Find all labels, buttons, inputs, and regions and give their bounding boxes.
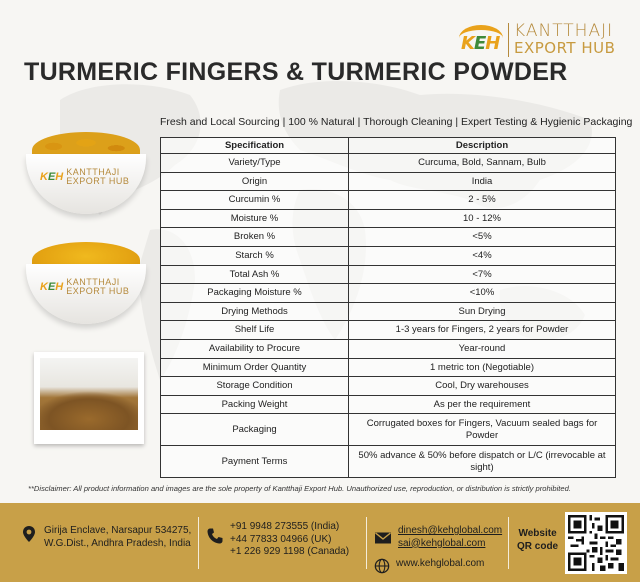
disclaimer-text: **Disclaimer: All product information and images are the sole property of Kantthaji Export Hub. Unauthorized use, reproduction, or distribution is strictly prohibited. (28, 484, 571, 493)
table-row (161, 446, 616, 478)
email-sai-link[interactable]: sai@kehglobal.com (398, 537, 486, 549)
address-line2: W.G.Dist., Andhra Pradesh, India (44, 537, 191, 549)
spec-cell: Minimum Order Quantity (161, 358, 349, 377)
table-row (161, 339, 616, 358)
phone-india[interactable]: +91 9948 273555 (India) (230, 521, 340, 532)
header-description: Description (349, 138, 616, 154)
bowl-brand: KEH KANTTHAJI EXPORT HUB (40, 167, 130, 187)
logo-divider (508, 23, 509, 57)
location-pin-icon (20, 525, 38, 543)
desc-cell: 10 - 12% (349, 209, 616, 228)
tagline: Fresh and Local Sourcing | 100 % Natural | Thorough Cleaning | Expert Testing & Hygienic Packaging (160, 116, 633, 128)
table-row (161, 246, 616, 265)
desc-cell: India (349, 172, 616, 191)
spec-cell: Storage Condition (161, 377, 349, 396)
spec-cell: Variety/Type (161, 154, 349, 173)
spec-cell: Availability to Procure (161, 339, 349, 358)
phone-uk[interactable]: +44 77833 04966 (UK) (230, 533, 332, 545)
website-qr-code[interactable] (565, 512, 627, 574)
desc-cell: <10% (349, 284, 616, 303)
qr-code-icon (568, 515, 624, 571)
desc-cell: Corrugated boxes for Fingers, Vacuum sealed bags for Powder (349, 414, 616, 446)
table-row (161, 414, 616, 446)
desc-cell: <4% (349, 246, 616, 265)
desc-cell: As per the requirement (349, 395, 616, 414)
table-row (161, 358, 616, 377)
website-link[interactable]: www.kehglobal.com (396, 558, 485, 569)
footer-divider (366, 517, 367, 569)
logo-line2: EXPORT HUB (514, 39, 616, 58)
spec-cell: Total Ash % (161, 265, 349, 284)
phone-icon (206, 527, 224, 545)
table-row (161, 284, 616, 303)
desc-cell: 2 - 5% (349, 191, 616, 210)
keh-logo-mark (457, 23, 505, 57)
desc-cell: Sun Drying (349, 302, 616, 321)
phone-canada[interactable]: +1 226 929 1198 (Canada) (230, 546, 350, 557)
page-title: TURMERIC FINGERS & TURMERIC POWDER (24, 58, 568, 86)
logo-letters: KEH (461, 33, 500, 54)
website-block (374, 558, 484, 574)
header-specification: Specification (161, 138, 349, 154)
powder-pile-image (40, 358, 138, 430)
table-row (161, 321, 616, 340)
address-block (20, 525, 191, 550)
spec-cell: Curcumin % (161, 191, 349, 210)
bowl-brand: KEH KANTTHAJI EXPORT HUB (40, 277, 130, 297)
turmeric-powder-pile-photo (34, 352, 144, 444)
spec-cell: Origin (161, 172, 349, 191)
desc-cell: 50% advance & 50% before dispatch or L/C (irrevocable at sight) (349, 446, 616, 478)
email-block (374, 525, 502, 550)
desc-cell: Cool, Dry warehouses (349, 377, 616, 396)
desc-cell: <7% (349, 265, 616, 284)
desc-cell: <5% (349, 228, 616, 247)
specification-table (160, 137, 616, 478)
table-row (161, 154, 616, 173)
spec-cell: Moisture % (161, 209, 349, 228)
footer-divider (508, 517, 509, 569)
logo-line1: KANTTHAJI (514, 21, 614, 42)
spec-cell: Payment Terms (161, 446, 349, 478)
table-row (161, 172, 616, 191)
desc-cell: 1 metric ton (Negotiable) (349, 358, 616, 377)
spec-cell: Starch % (161, 246, 349, 265)
phone-block (206, 521, 349, 559)
table-row (161, 209, 616, 228)
globe-icon (374, 558, 390, 574)
spec-cell: Drying Methods (161, 302, 349, 321)
table-row (161, 302, 616, 321)
company-logo (457, 18, 622, 62)
desc-cell: 1-3 years for Fingers, 2 years for Powder (349, 321, 616, 340)
spec-cell: Broken % (161, 228, 349, 247)
turmeric-powder-bowl-image (26, 242, 146, 324)
table-row (161, 191, 616, 210)
table-row (161, 395, 616, 414)
footer-divider (198, 517, 199, 569)
table-row (161, 228, 616, 247)
turmeric-fingers-bowl-image (26, 132, 146, 214)
email-dinesh-link[interactable]: dinesh@kehglobal.com (398, 525, 503, 536)
desc-cell: Curcuma, Bold, Sannam, Bulb (349, 154, 616, 173)
table-header-row (161, 138, 616, 154)
email-icon (374, 529, 392, 547)
spec-cell: Shelf Life (161, 321, 349, 340)
contact-footer (0, 503, 640, 582)
logo-text (514, 23, 615, 57)
table-row (161, 265, 616, 284)
address-line1: Girija Enclave, Narsapur 534275, (44, 525, 192, 536)
spec-cell: Packaging (161, 414, 349, 446)
desc-cell: Year-round (349, 339, 616, 358)
table-row (161, 377, 616, 396)
spec-cell: Packaging Moisture % (161, 284, 349, 303)
spec-cell: Packing Weight (161, 395, 349, 414)
website-qr-label: Website QR code (517, 528, 559, 552)
